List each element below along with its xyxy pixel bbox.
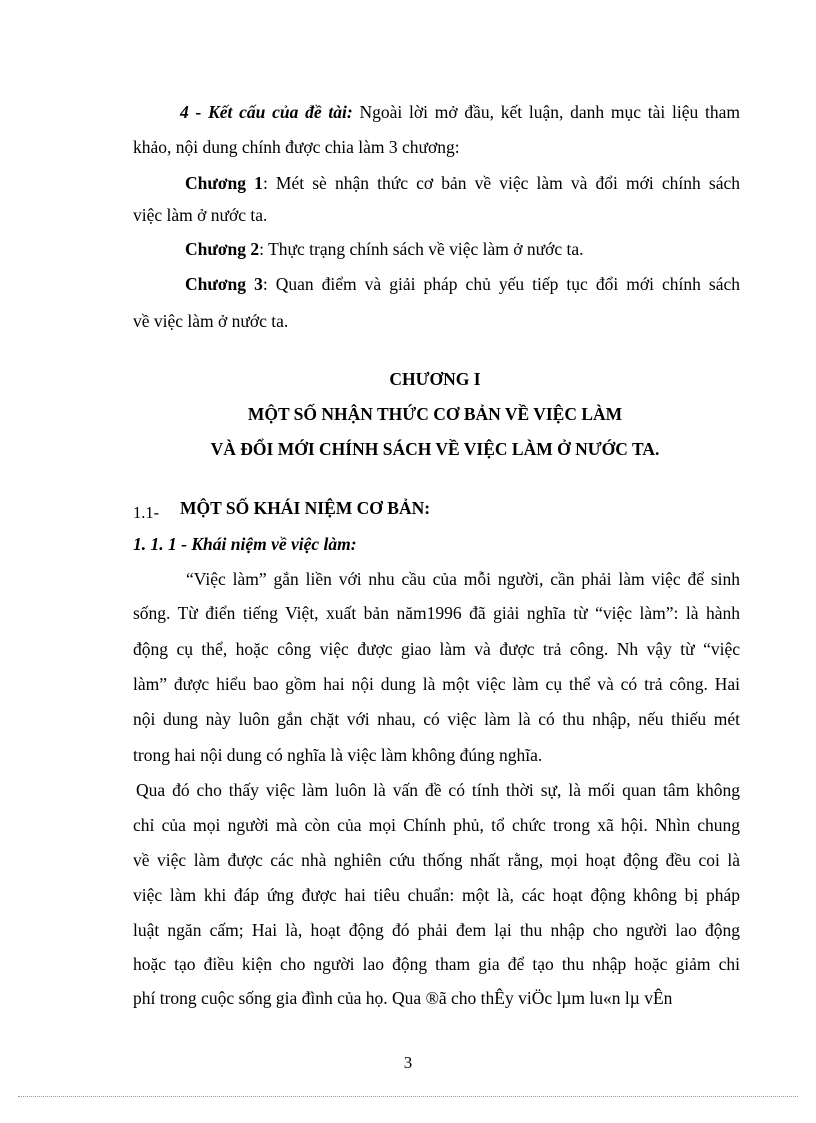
para2-line-7: phí trong cuộc sống gia đình của họ. Qua ®ã cho thÊy viÖc lµm lu«n lµ vÊn <box>133 988 673 1008</box>
para2-line-3: về việc làm được các nhà nghiên cứu thống nhất rằng, mọi hoạt động đều coi là <box>133 850 740 870</box>
structure-line-2: khảo, nội dung chính được chia làm 3 chương: <box>133 137 460 157</box>
para1-line-2: sống. Từ điển tiếng Việt, xuất bản năm1996 đã giải nghĩa từ “việc làm”: là hành <box>133 603 740 623</box>
chapter-subtitle-1: MỘT SỐ NHẬN THỨC CƠ BẢN VỀ VIỆC LÀM <box>247 404 623 424</box>
para1-line-4: làm” được hiểu bao gồm hai nội dung là một việc làm cụ thể và có trả công. Hai <box>133 674 740 694</box>
chapter-title: CHƯƠNG I <box>389 369 481 389</box>
para1-line-3: động cụ thể, hoặc công việc được giao làm và được trả công. Nh vậy từ “việc <box>133 639 740 659</box>
chapter1-label: Chương 1 <box>185 173 263 193</box>
chapter3-text: : Quan điểm và giải pháp chủ yếu tiếp tục đổi mới chính sách <box>262 274 740 294</box>
para1-line-1: “Việc làm” gắn liền với nhu cầu của mỗi người, cần phải làm việc để sinh <box>186 569 740 589</box>
page-number: 3 <box>403 1053 413 1072</box>
section-number: 1.1- <box>133 503 160 522</box>
para2-line-2: chỉ của mọi người mà còn của mọi Chính phủ, tổ chức trong xã hội. Nhìn chung <box>133 815 740 835</box>
chapter1-line-2: việc làm ở nước ta. <box>133 205 268 225</box>
chapter2-line <box>185 238 584 260</box>
page-bottom-divider <box>18 1096 798 1097</box>
structure-line-1 <box>180 101 740 123</box>
chapter3-label: Chương 3 <box>185 274 263 294</box>
para2-line-6: hoặc tạo điều kiện cho người lao động tham gia để tạo thu nhập hoặc giảm chi <box>133 954 740 974</box>
para1-line-6: trong hai nội dung có nghĩa là việc làm không đúng nghĩa. <box>133 745 543 765</box>
subsection-title: 1. 1. 1 - Khái niệm về việc làm: <box>133 534 357 554</box>
chapter2-text: : Thực trạng chính sách về việc làm ở nước ta. <box>259 239 584 259</box>
structure-label: 4 - Kết cấu của đề tài: <box>180 102 353 122</box>
para1-line-5: nội dung này luôn gắn chặt với nhau, có việc làm là có thu nhập, nếu thiếu mét <box>133 709 740 729</box>
chapter3-line-1 <box>185 273 740 295</box>
chapter-subtitle-2: VÀ ĐỔI MỚI CHÍNH SÁCH VỀ VIỆC LÀM Ở NƯỚC TA. <box>210 439 660 459</box>
para2-line-5: luật ngăn cấm; Hai là, hoạt động đó phải đem lại thu nhập cho người lao động <box>133 920 740 940</box>
chapter1-line-1 <box>185 172 740 194</box>
section-title: MỘT SỐ KHÁI NIỆM CƠ BẢN: <box>180 498 431 518</box>
structure-text: Ngoài lời mở đầu, kết luận, danh mục tài liệu tham <box>352 102 740 122</box>
chapter2-label: Chương 2 <box>185 239 260 259</box>
chapter3-line-2: về việc làm ở nước ta. <box>133 311 289 331</box>
para2-line-1: Qua đó cho thấy việc làm luôn là vấn đề có tính thời sự, là mối quan tâm không <box>136 780 740 800</box>
para2-line-4: việc làm khi đáp ứng được hai tiêu chuẩn: một là, các hoạt động không bị pháp <box>133 885 740 905</box>
chapter1-text: : Mét sè nhận thức cơ bản về việc làm và đổi mới chính sách <box>262 173 741 193</box>
